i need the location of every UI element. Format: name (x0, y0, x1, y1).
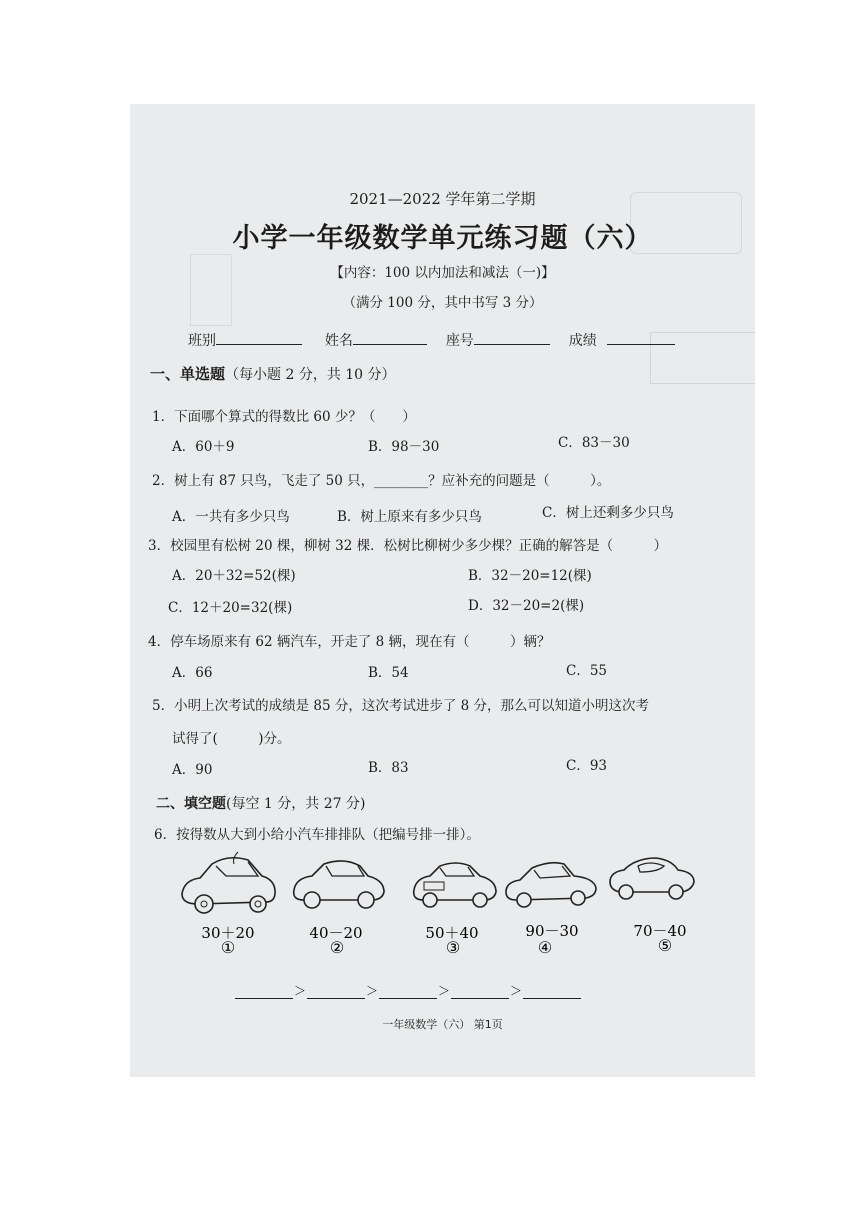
score-note: （满分 100 分，其中书写 3 分） (342, 295, 543, 311)
content-scope: 【内容：100 以内加法和减法（一)】 (330, 265, 555, 281)
seat-label: 座号 (445, 333, 474, 349)
q3-option-a[interactable]: A．20＋32=52(棵) (172, 568, 296, 584)
order-blank-1[interactable] (235, 984, 293, 999)
car-5-expression: 70－40 (633, 922, 687, 940)
q1-option-b[interactable]: B．98－30 (368, 439, 440, 455)
seat-field[interactable] (474, 344, 550, 345)
q2-option-b[interactable]: B．树上原来有多少只鸟 (337, 509, 482, 525)
greater-than-sign: ＞ (366, 984, 379, 998)
class-field[interactable] (216, 344, 302, 345)
question-3: 3．校园里有松树 20 棵，柳树 32 棵．松树比柳树少多少棵？正确的解答是（ ） (148, 538, 668, 554)
section-1-heading (150, 363, 396, 384)
car-1-icon (178, 850, 278, 920)
section-1-note: （每小题 2 分，共 10 分） (225, 367, 396, 383)
page-footer: 一年级数学（六） 第1页 (382, 1018, 503, 1031)
car-3-expression: 50＋40 (425, 924, 479, 942)
order-blank-2[interactable] (307, 984, 365, 999)
section-2-title: 二、填空题 (156, 796, 226, 812)
car-4-number: ④ (537, 938, 553, 957)
section-2-note: (每空 1 分，共 27 分) (226, 796, 366, 812)
q1-option-c[interactable]: C．83－30 (558, 435, 630, 451)
greater-than-sign: ＞ (510, 984, 523, 998)
year-term: 2021—2022 学年第二学期 (349, 190, 536, 208)
car-2-expression: 40－20 (309, 924, 363, 942)
question-4: 4．停车场原来有 62 辆汽车，开走了 8 辆，现在有（ ）辆？ (148, 634, 551, 650)
page-title: 小学一年级数学单元练习题（六） (232, 223, 653, 254)
question-5-continued: 试得了( )分。 (172, 731, 291, 747)
grade-field[interactable] (607, 344, 675, 345)
section-1-title: 一、单选题 (150, 365, 226, 383)
section-2-heading (156, 793, 365, 813)
car-1-number: ① (220, 938, 236, 957)
car-3-icon (410, 860, 500, 912)
info-row (188, 330, 675, 350)
q4-option-a[interactable]: A．66 (172, 665, 213, 681)
class-label: 班别 (188, 333, 216, 349)
q2-option-c[interactable]: C．树上还剩多少只鸟 (542, 505, 674, 521)
car-4-expression: 90－30 (525, 922, 579, 940)
car-3-number: ③ (445, 938, 461, 957)
q1-option-a[interactable]: A．60＋9 (172, 439, 235, 455)
q5-option-c[interactable]: C．93 (566, 758, 608, 774)
q4-option-c[interactable]: C．55 (566, 663, 608, 679)
car-1-expression: 30＋20 (201, 924, 255, 942)
question-6: 6．按得数从大到小给小汽车排排队（把编号排一排）。 (154, 827, 480, 843)
ordering-answer-line (235, 980, 675, 1000)
order-blank-4[interactable] (451, 984, 509, 999)
question-5: 5．小明上次考试的成绩是 85 分，这次考试进步了 8 分，那么可以知道小明这次考 (152, 698, 650, 714)
q5-option-b[interactable]: B．83 (368, 760, 409, 776)
name-field[interactable] (353, 344, 427, 345)
question-2: 2．树上有 87 只鸟，飞走了 50 只，________？应补充的问题是（ ）。 (152, 473, 611, 489)
greater-than-sign: ＞ (438, 984, 451, 998)
exam-sheet (130, 104, 755, 1077)
name-label: 姓名 (324, 333, 353, 349)
order-blank-3[interactable] (379, 984, 437, 999)
q2-option-a[interactable]: A．一共有多少只鸟 (172, 509, 290, 525)
q4-option-b[interactable]: B．54 (368, 665, 409, 681)
car-4-icon (502, 858, 600, 910)
car-5-icon (606, 854, 696, 904)
car-5-number: ⑤ (657, 936, 673, 955)
q5-option-a[interactable]: A．90 (172, 762, 213, 778)
q3-option-b[interactable]: B．32－20=12(棵) (468, 568, 592, 584)
question-1: 1．下面哪个算式的得数比 60 少？（ ） (152, 409, 416, 425)
greater-than-sign: ＞ (294, 984, 307, 998)
car-2-number: ② (329, 938, 345, 957)
q3-option-d[interactable]: D．32－20=2(棵) (468, 598, 585, 614)
order-blank-5[interactable] (523, 984, 581, 999)
q3-option-c[interactable]: C．12＋20=32(棵) (168, 600, 293, 616)
grade-label: 成绩 (568, 333, 597, 349)
car-2-icon (288, 858, 388, 914)
